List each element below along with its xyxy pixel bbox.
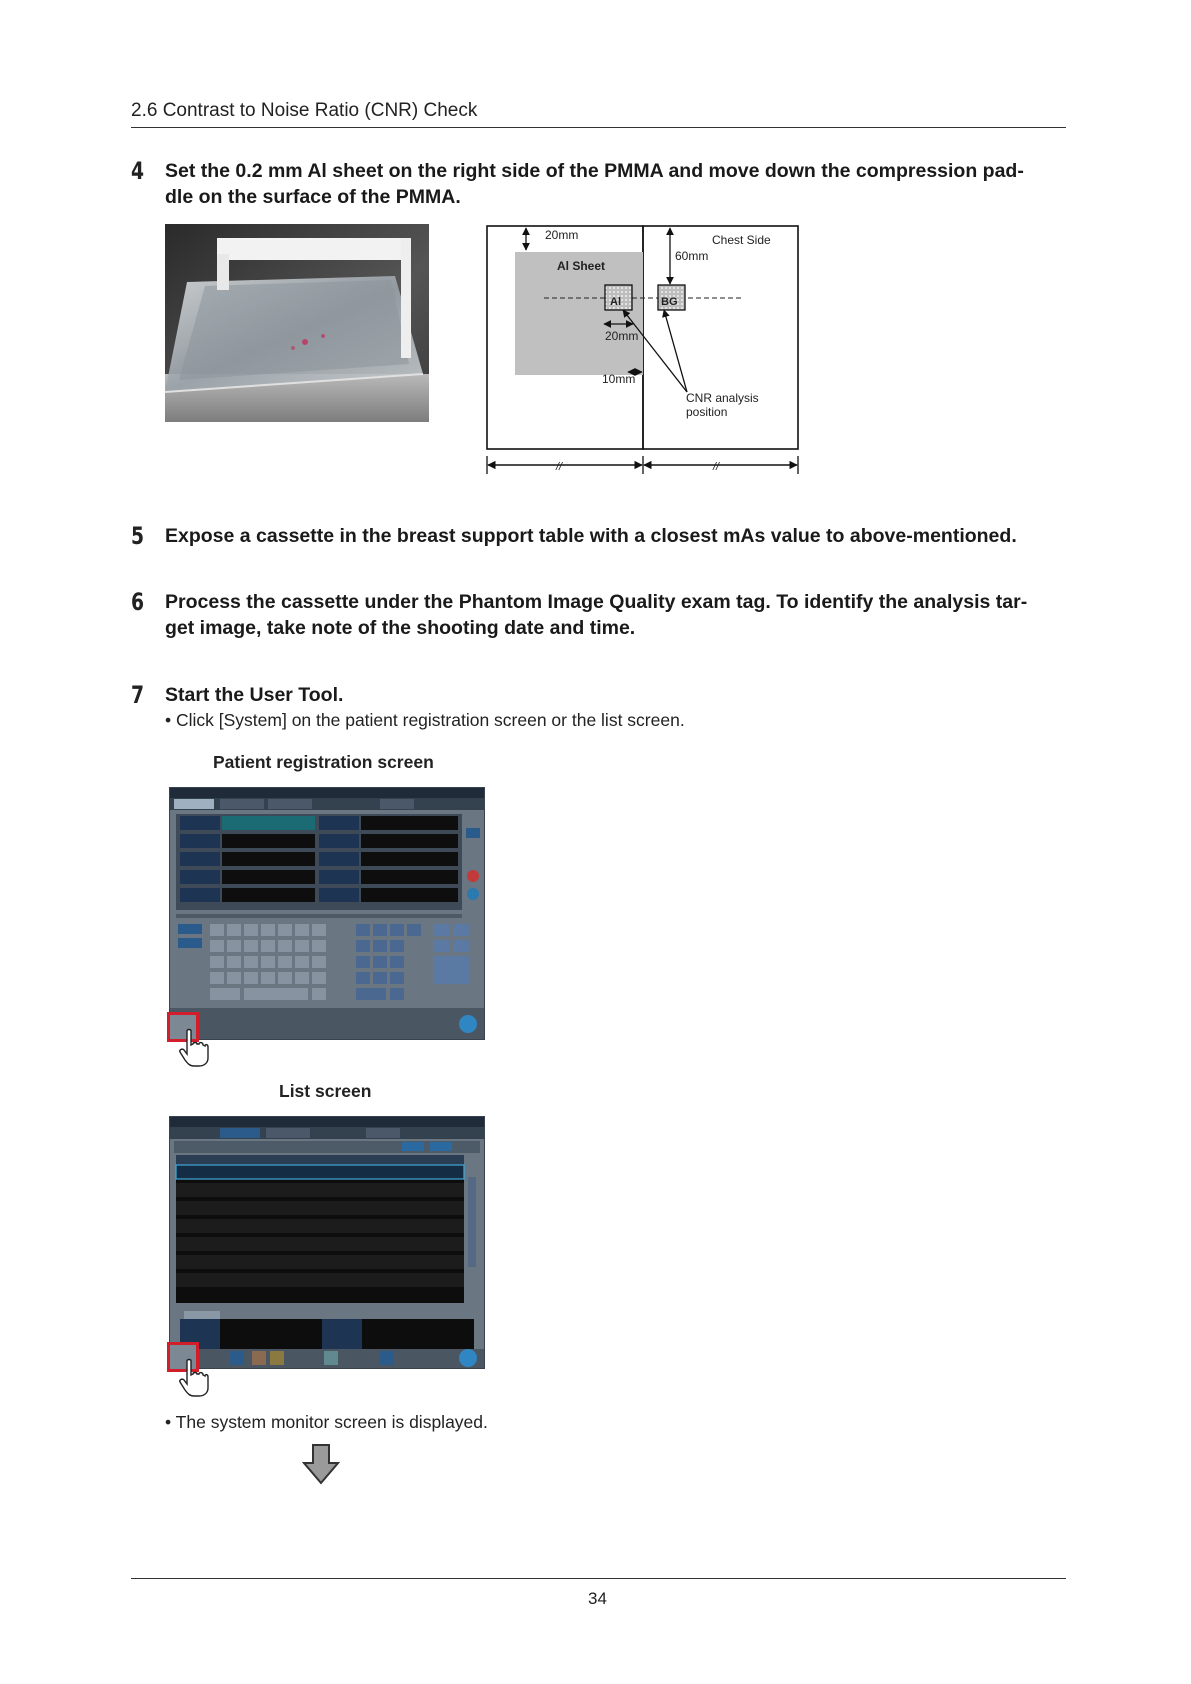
list-screen-screenshot (169, 1116, 485, 1369)
step-4-text (165, 158, 1067, 210)
label-chest-side: Chest Side (712, 233, 771, 247)
phantom-photo-image (165, 224, 429, 422)
cnr-diagram-svg (484, 222, 810, 478)
bullet-click-system: • Click [System] on the patient registration screen or the list screen. (165, 710, 685, 730)
break-mark-left: // (556, 461, 563, 473)
patient-registration-screenshot-image (170, 788, 484, 1039)
step-4-line-1: Set the 0.2 mm Al sheet on the right side of the PMMA and move down the compression pad- (165, 160, 1024, 182)
header-rule (131, 127, 1066, 128)
cnr-position-diagram (484, 222, 810, 478)
page-number: 34 (588, 1589, 607, 1608)
step-5-line-1: Expose a cassette in the breast support table with a closest mAs value to above-mentioned. (165, 525, 1017, 547)
phantom-photo (165, 224, 429, 422)
label-bg: BG (661, 296, 678, 308)
step-6-line-1: Process the cassette under the Phantom Image Quality exam tag. To identify the analysis tar- (165, 591, 1028, 613)
step-6-line-2: get image, take note of the shooting date and time. (165, 617, 636, 639)
step-6-text (165, 589, 1067, 641)
label-60mm: 60mm (675, 249, 709, 263)
pointing-hand-icon (178, 1028, 210, 1068)
step-number-4: 4 (131, 157, 145, 185)
step-7-text (165, 682, 1067, 708)
pointing-hand-icon (178, 1358, 210, 1398)
step-7-line-1: Start the User Tool. (165, 684, 344, 706)
step-number-6: 6 (131, 588, 145, 616)
step-number-7: 7 (131, 681, 145, 709)
caption-list-screen: List screen (279, 1081, 372, 1101)
bullet-monitor-displayed: • The system monitor screen is displayed. (165, 1412, 488, 1432)
list-screen-screenshot-image (170, 1117, 484, 1368)
label-al: Al (610, 296, 621, 308)
step-number-5: 5 (131, 522, 145, 550)
label-al-sheet: Al Sheet (557, 259, 606, 273)
label-cnr-position: position (686, 405, 728, 419)
label-20mm-mid: 20mm (605, 329, 639, 343)
step-4-line-2: dle on the surface of the PMMA. (165, 186, 461, 208)
patient-registration-screenshot (169, 787, 485, 1040)
label-cnr-analysis: CNR analysis (686, 391, 759, 405)
caption-patient-registration: Patient registration screen (213, 752, 434, 772)
section-header: 2.6 Contrast to Noise Ratio (CNR) Check (131, 100, 478, 121)
label-10mm: 10mm (602, 372, 636, 386)
step-5-text (165, 523, 1067, 549)
footer-rule (131, 1578, 1066, 1579)
down-arrow-icon (302, 1443, 340, 1485)
label-20mm-top: 20mm (545, 228, 579, 242)
break-mark-right: // (713, 461, 720, 473)
